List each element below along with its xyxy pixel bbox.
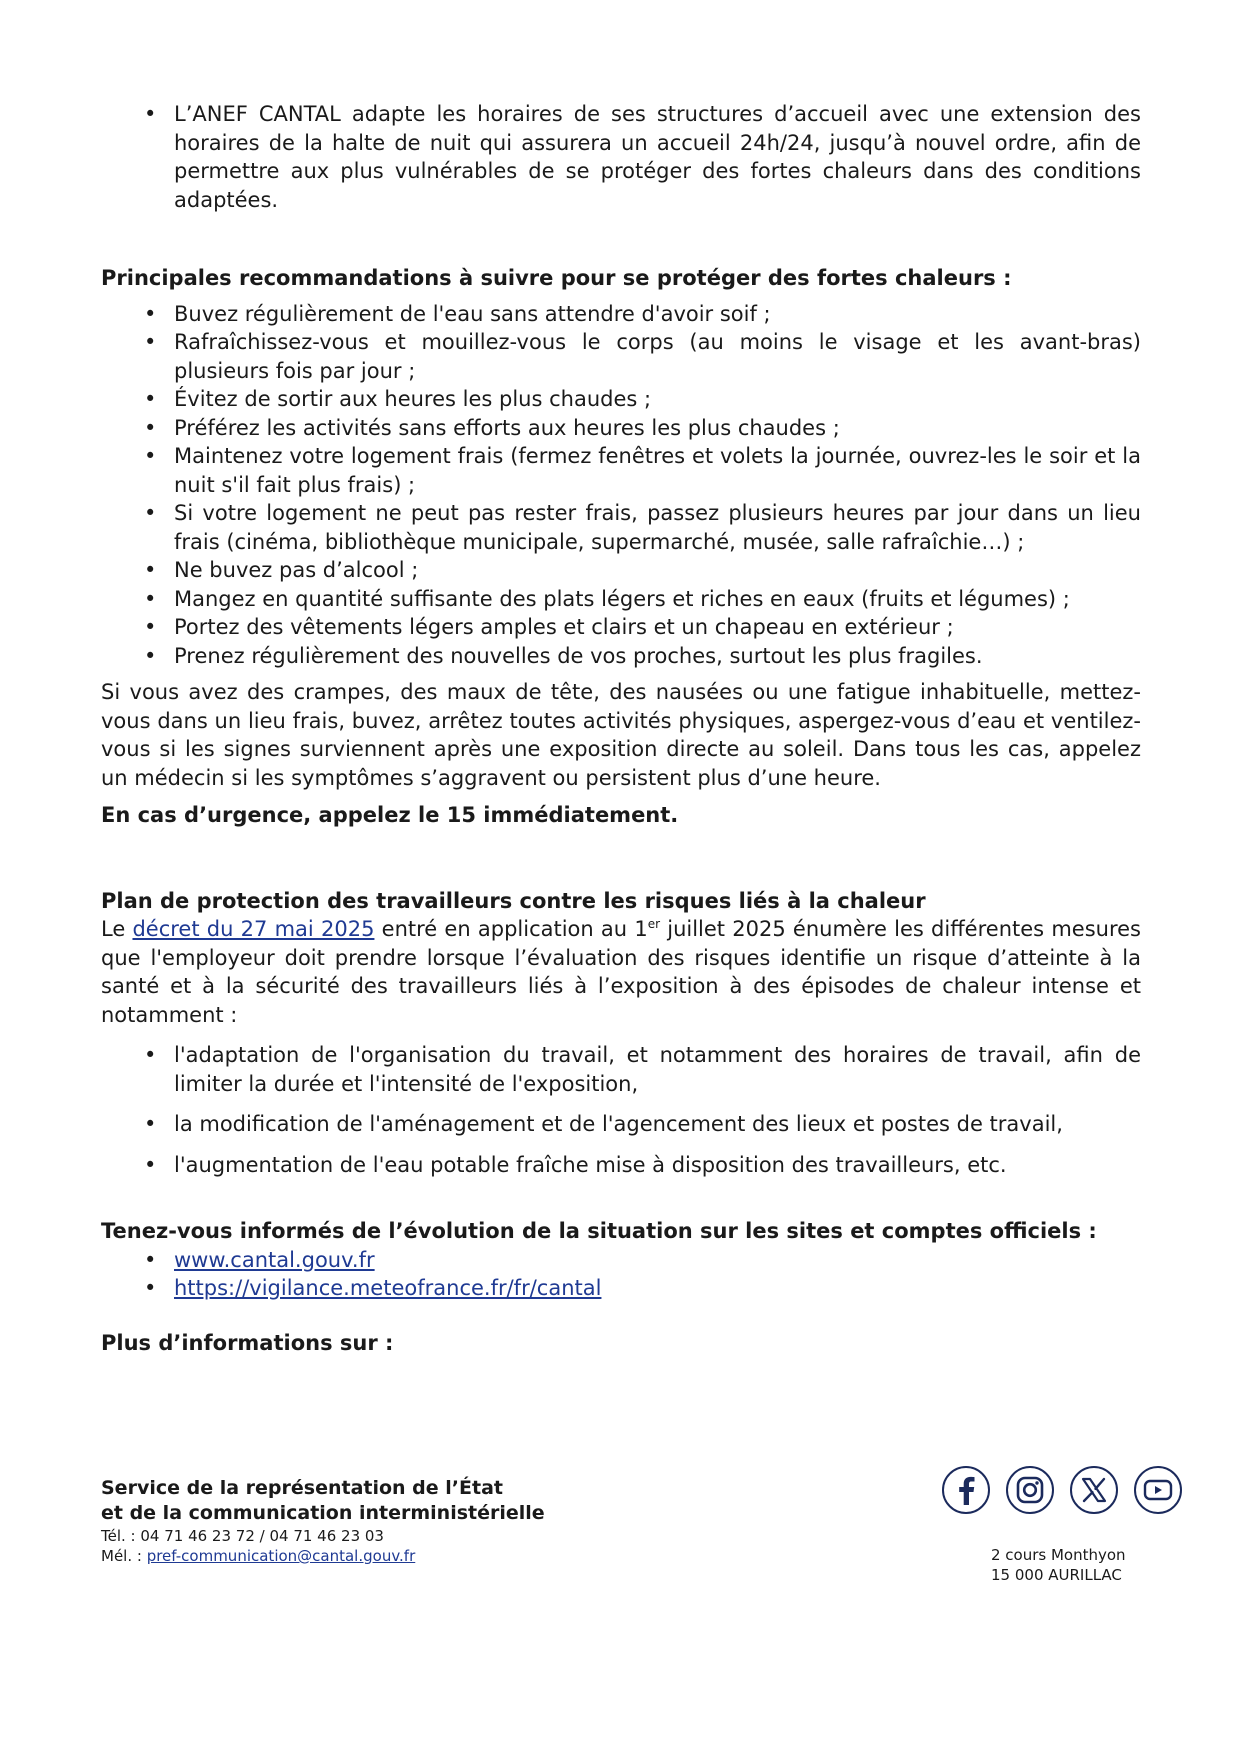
plan-measures-list (101, 1041, 1141, 1179)
list-item: • Évitez de sortir aux heures les plus chaudes ; (101, 385, 1141, 414)
symptoms-paragraph: Si vous avez des crampes, des maux de tête, des nausées ou une fatigue inhabituelle, mettez-vous dans un lieu frais, buvez, arrêtez toutes activités physiques, aspergez-vous d’eau et ventilez-vous si les signes surviennent après une exposition directe au soleil. Dans tous les cas, appelez un médecin si les symptômes s’aggravent ou persistent plus d’une heure. (101, 680, 1141, 790)
cantal-website-link[interactable]: www.cantal.gouv.fr (174, 1247, 375, 1272)
facebook-icon[interactable] (942, 1466, 990, 1514)
youtube-icon[interactable] (1134, 1466, 1182, 1514)
recommendations-list (101, 300, 1141, 671)
footer-contact (101, 1476, 801, 1566)
recommendations-title: Principales recommandations à suivre pour se protéger des fortes chaleurs : (101, 266, 1012, 290)
list-item: • Ne buvez pas d’alcool ; (101, 556, 1141, 585)
list-item: • Prenez régulièrement des nouvelles de vos proches, surtout les plus fragiles. (101, 642, 1141, 671)
x-icon[interactable] (1070, 1466, 1118, 1514)
list-item: • Portez des vêtements légers amples et clairs et un chapeau en extérieur ; (101, 613, 1141, 642)
email-line (101, 1546, 801, 1566)
plan-title: Plan de protection des travailleurs contre les risques liés à la chaleur (101, 888, 926, 913)
more-info-label: Plus d’informations sur : (101, 1330, 394, 1355)
postal-address (991, 1545, 1126, 1585)
decree-intro-mid: entré en application au 1 (374, 917, 648, 941)
list-item: • L’ANEF CANTAL adapte les horaires de ses structures d’accueil avec une extension des horaires de la halte de nuit qui assurera un accueil 24h/24, jusqu’à nouvel ordre, afin de permettre aux plus vulnérables de se protéger des fortes chaleurs dans des conditions adaptées. (101, 100, 1141, 214)
service-name-line2: et de la communication interministérielle (101, 1502, 545, 1524)
list-item: • l'augmentation de l'eau potable fraîche mise à disposition des travailleurs, etc. (101, 1151, 1141, 1180)
list-item: • Si votre logement ne peut pas rester frais, passez plusieurs heures par jour dans un lieu frais (cinéma, bibliothèque municipale, supermarché, musée, salle rafraîchie…) ; (101, 499, 1141, 556)
list-item: • Maintenez votre logement frais (fermez fenêtres et volets la journée, ouvrez-les le soir et la nuit s'il fait plus frais) ; (101, 442, 1141, 499)
anef-list (101, 100, 1141, 214)
list-item: • Buvez régulièrement de l'eau sans attendre d'avoir soif ; (101, 300, 1141, 329)
service-name-line1: Service de la représentation de l’État (101, 1477, 503, 1499)
decree-intro-start: Le (101, 917, 133, 941)
decree-intro-end: juillet 2025 énumère les différentes mesures que l'employeur doit prendre lorsque l’évaluation des risques identifie un risque d’atteinte à la santé et à la sécurité des travailleurs liés à l’exposition à des épisodes de chaleur intense et notamment : (101, 917, 1141, 1027)
email-label: Mél. : (101, 1547, 147, 1565)
document-body (101, 100, 1141, 1357)
phone-numbers: Tél. : 04 71 46 23 72 / 04 71 46 23 03 (101, 1527, 384, 1545)
social-icons (942, 1466, 1182, 1514)
list-item: • Préférez les activités sans efforts aux heures les plus chaudes ; (101, 414, 1141, 443)
list-item: • l'adaptation de l'organisation du travail, et notamment des horaires de travail, afin de limiter la durée et l'intensité de l'exposition, (101, 1041, 1141, 1098)
meteofrance-link[interactable]: https://vigilance.meteofrance.fr/fr/cantal (174, 1276, 602, 1300)
list-item: • Rafraîchissez-vous et mouillez-vous le corps (au moins le visage et les avant-bras) plusieurs fois par jour ; (101, 328, 1141, 385)
list-item: • Mangez en quantité suffisante des plats légers et riches en eaux (fruits et légumes) ; (101, 585, 1141, 614)
decree-paragraph (101, 915, 1141, 1029)
decree-link[interactable]: décret du 27 mai 2025 (132, 917, 375, 941)
list-item (101, 1246, 1141, 1275)
address-city: 15 000 AURILLAC (991, 1566, 1122, 1584)
emergency-notice: En cas d’urgence, appelez le 15 immédiatement. (101, 803, 679, 827)
list-item: • la modification de l'aménagement et de l'agencement des lieux et postes de travail, (101, 1110, 1141, 1139)
official-links-list (101, 1246, 1141, 1303)
decree-superscript: er (647, 917, 661, 931)
instagram-icon[interactable] (1006, 1466, 1054, 1514)
list-item (101, 1274, 1141, 1303)
info-title: Tenez-vous informés de l’évolution de la situation sur les sites et comptes officiels : (101, 1219, 1097, 1243)
email-link[interactable]: pref-communication@cantal.gouv.fr (146, 1547, 416, 1565)
address-street: 2 cours Monthyon (991, 1546, 1126, 1564)
